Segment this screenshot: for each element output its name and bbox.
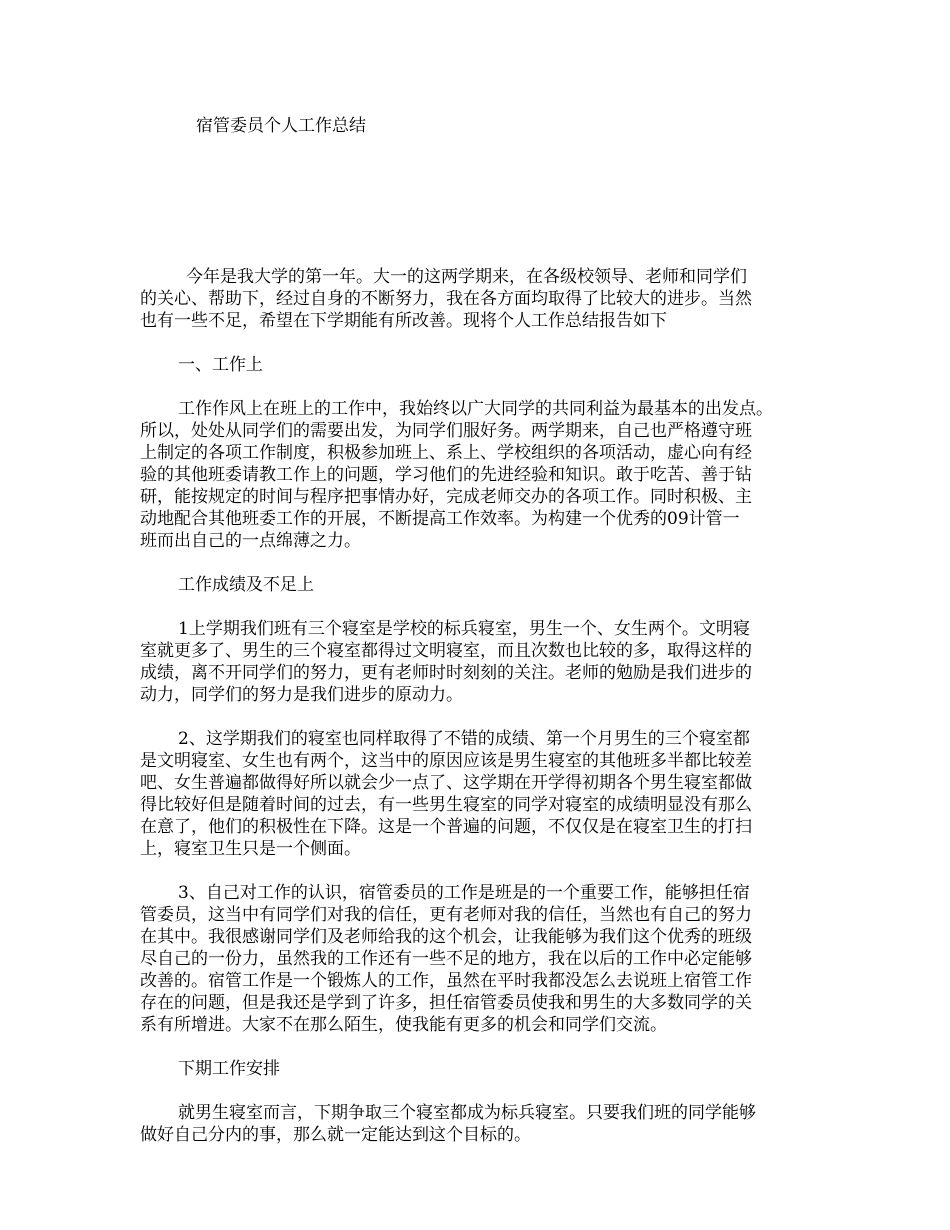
paragraph-line: 2、这学期我们的寝室也同样取得了不错的成绩、第一个月男生的三个寝室都 — [178, 729, 750, 749]
paragraph-line: 得比较好但是随着时间的过去，有一些男生寝室的同学对寝室的成绩明显没有那么 — [140, 795, 752, 815]
paragraph-line: 工作作风上在班上的工作中，我始终以广大同学的共同利益为最基本的出发点。 — [178, 399, 773, 419]
paragraph — [140, 574, 820, 596]
paragraph-line: 室就更多了、男生的三个寝室都得过文明寝室，而且次数也比较的多，取得这样的 — [140, 641, 752, 661]
document-body — [140, 266, 820, 1168]
paragraph-line: 上制定的各项工作制度，积极参加班上、系上、学校组织的各项活动，虚心向有经 — [140, 443, 752, 463]
paragraph — [140, 1102, 820, 1146]
paragraph — [140, 1058, 820, 1080]
paragraph-line: 今年是我大学的第一年。大一的这两学期来，在各级校领导、老师和同学们 — [186, 267, 747, 287]
paragraph-line: 班而出自己的一点绵薄之力。 — [140, 531, 361, 551]
paragraph — [140, 728, 820, 860]
document-title: 宿管委员个人工作总结 — [196, 116, 366, 136]
paragraph-line: 3、自己对工作的认识，宿管委员的工作是班是的一个重要工作，能够担任宿 — [178, 883, 750, 903]
paragraph-line: 也有一些不足，希望在下学期能有所改善。现将个人工作总结报告如下 — [140, 311, 667, 331]
paragraph-line: 上，寝室卫生只是一个侧面。 — [140, 839, 361, 859]
paragraph-line: 动地配合其他班委工作的开展，不断提高工作效率。为构建一个优秀的09计管一 — [140, 509, 740, 529]
paragraph-line: 做好自己分内的事，那么就一定能达到这个目标的。 — [140, 1125, 531, 1145]
paragraph-line: 工作成绩及不足上 — [178, 575, 314, 595]
paragraph-line: 动力，同学们的努力是我们进步的原动力。 — [140, 685, 463, 705]
paragraph — [140, 882, 820, 1036]
paragraph-line: 下期工作安排 — [178, 1059, 280, 1079]
paragraph-line: 改善的。宿管工作是一个锻炼人的工作，虽然在平时我都没怎么去说班上宿管工作 — [140, 971, 752, 991]
paragraph-line: 管委员，这当中有同学们对我的信任，更有老师对我的信任，当然也有自己的努力 — [140, 905, 752, 925]
paragraph-line: 是文明寝室、女生也有两个，这当中的原因应该是男生寝室的其他班多半都比较差 — [140, 751, 752, 771]
paragraph-line: 验的其他班委请教工作上的问题，学习他们的先进经验和知识。敢于吃苦、善于钻 — [140, 465, 752, 485]
paragraph-line: 在意了，他们的积极性在下降。这是一个普遍的问题，不仅仅是在寝室卫生的打扫 — [140, 817, 752, 837]
paragraph-line: 的关心、帮助下，经过自身的不断努力，我在各方面均取得了比较大的进步。当然 — [140, 289, 752, 309]
paragraph — [140, 266, 820, 332]
paragraph — [140, 354, 820, 376]
paragraph-line: 研，能按规定的时间与程序把事情办好，完成老师交办的各项工作。同时积极、主 — [140, 487, 752, 507]
paragraph — [140, 398, 820, 552]
paragraph-line: 吧、女生普遍都做得好所以就会少一点了、这学期在开学得初期各个男生寝室都做 — [140, 773, 752, 793]
paragraph-line: 一、工作上 — [178, 355, 263, 375]
paragraph-line: 尽自己的一份力，虽然我的工作还有一些不足的地方，我在以后的工作中必定能够 — [140, 949, 752, 969]
paragraph-line: 所以，处处从同学们的需要出发，为同学们服好务。两学期来，自己也严格遵守班 — [140, 421, 752, 441]
paragraph-line: 在其中。我很感谢同学们及老师给我的这个机会，让我能够为我们这个优秀的班级 — [140, 927, 752, 947]
paragraph-line: 就男生寝室而言，下期争取三个寝室都成为标兵寝室。只要我们班的同学能够 — [178, 1103, 756, 1123]
paragraph-line: 成绩，离不开同学们的努力，更有老师时时刻刻的关注。老师的勉励是我们进步的 — [140, 663, 752, 683]
paragraph-line: 1上学期我们班有三个寝室是学校的标兵寝室，男生一个、女生两个。文明寝 — [178, 619, 750, 639]
paragraph-line: 存在的问题，但是我还是学到了许多，担任宿管委员使我和男生的大多数同学的关 — [140, 993, 752, 1013]
paragraph-line: 系有所增进。大家不在那么陌生，使我能有更多的机会和同学们交流。 — [140, 1015, 667, 1035]
paragraph — [140, 618, 820, 706]
